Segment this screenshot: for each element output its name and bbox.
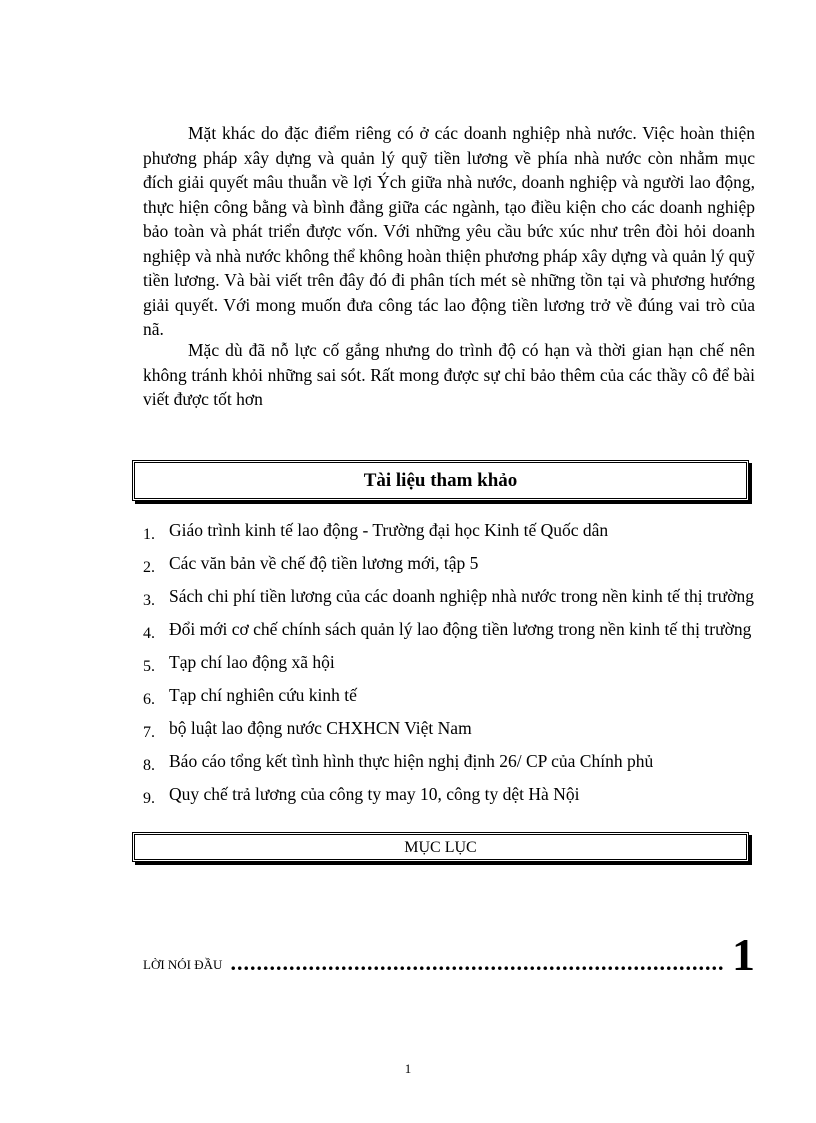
reference-number: 1. <box>143 526 155 543</box>
toc-dot-leader: ............................................................................ <box>230 950 725 975</box>
reference-number: 9. <box>143 790 155 807</box>
reference-item <box>143 717 755 744</box>
reference-number: 2. <box>143 559 155 576</box>
reference-text: Tạp chí nghiên cứu kinh tế <box>169 685 357 705</box>
reference-item <box>143 585 755 612</box>
references-title: Tài liệu tham khảo <box>363 470 518 491</box>
reference-number: 5. <box>143 658 155 675</box>
reference-item <box>143 519 755 546</box>
reference-text: Báo cáo tổng kết tình hình thực hiện nghị định 26/ CP của Chính phủ <box>169 751 654 771</box>
reference-item <box>143 552 755 579</box>
reference-text: Giáo trình kinh tế lao động - Trường đại học Kinh tế Quốc dân <box>169 520 609 540</box>
reference-number: 7. <box>143 724 155 741</box>
reference-number: 3. <box>143 592 155 609</box>
reference-number: 8. <box>143 757 155 774</box>
toc-title: MỤC LỤC <box>404 839 477 856</box>
reference-text: Đổi mới cơ chế chính sách quản lý lao động tiền lương trong nền kinh tế thị trường <box>169 619 752 639</box>
toc-entry-label: LỜI NÓI ĐẦU <box>143 957 223 972</box>
reference-text: Quy chế trả lương của công ty may 10, công ty dệt Hà Nội <box>169 784 580 804</box>
toc-entry[interactable] <box>143 930 755 980</box>
reference-item <box>143 783 755 810</box>
reference-item <box>143 618 755 645</box>
body-paragraph: Mặt khác do đặc điểm riêng có ở các doanh nghiệp nhà nước. Việc hoàn thiện phương pháp xây dựng và quản lý quỹ tiền lương về phía nhà nước còn nhằm mục đích giải quyết mâu thuẫn về lợi Ých giữa nhà nước, doanh nghiệp và người lao động, thực hiện công bằng và bình đẳng giữa các ngành, tạo điều kiện cho các doanh nghiệp bảo toàn và phát triển được vốn. Với những yêu cầu bức xúc như trên đòi hỏi doanh nghiệp và nhà nước không thể không hoàn thiện phương pháp xây dựng và quản lý quỹ tiền lương. Và bài viết trên đây đó đi phân tích mét sè những tồn tại và phương hướng giải quyết. Với mong muốn đưa công tác lao động tiền lương trở về đúng vai trò của nã. <box>143 123 755 339</box>
reference-number: 6. <box>143 691 155 708</box>
page-number: 1 <box>404 1061 412 1076</box>
reference-text: Sách chi phí tiền lương của các doanh nghiệp nhà nước trong nền kinh tế thị trường <box>169 586 754 606</box>
reference-item <box>143 684 755 711</box>
body-paragraph: Mặc dù đã nỗ lực cố gắng nhưng do trình độ có hạn và thời gian hạn chế nên không tránh khỏi những sai sót. Rất mong được sự chỉ bảo thêm của các thầy cô để bài viết được tốt hơn <box>143 340 755 409</box>
reference-text: Tạp chí lao động xã hội <box>169 652 335 672</box>
references-heading-box <box>132 460 749 501</box>
reference-number: 4. <box>143 625 155 642</box>
reference-text: bộ luật lao động nước CHXHCN Việt Nam <box>169 718 472 738</box>
toc-entry-page-number: 1 <box>732 929 755 980</box>
reference-item <box>143 651 755 678</box>
references-list <box>143 519 755 816</box>
toc-heading-box <box>132 832 749 862</box>
reference-text: Các văn bản về chế độ tiền lương mới, tập 5 <box>169 553 479 573</box>
reference-item <box>143 750 755 777</box>
